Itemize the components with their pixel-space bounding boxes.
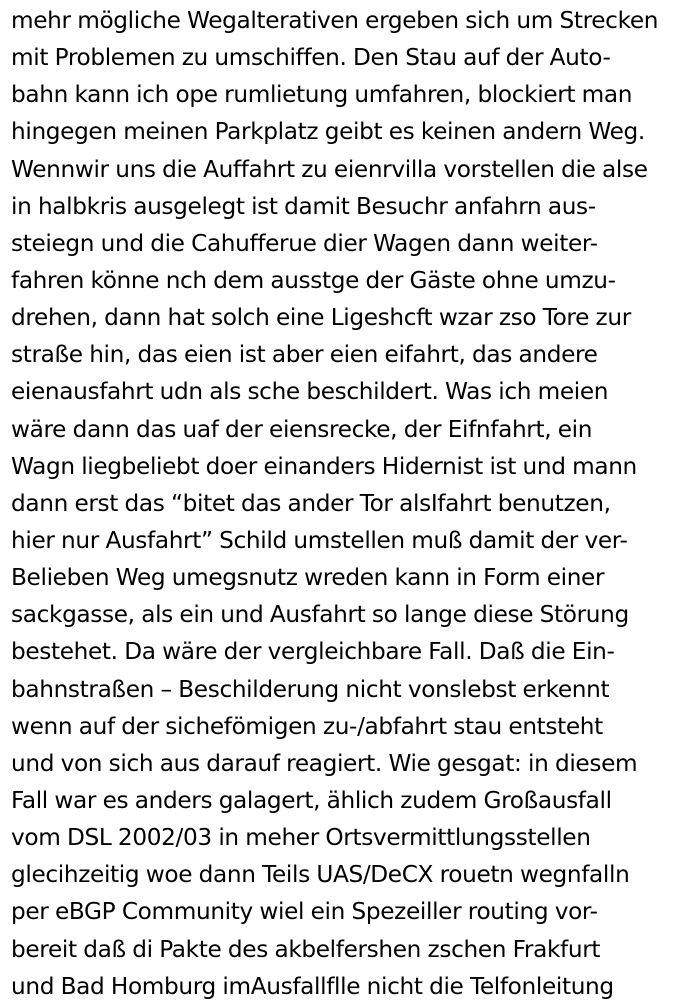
text-line-20: wenn auf der sichefömigen zu-/abfahrt stau entsteht — [11, 712, 603, 740]
text-line-19: bahnstraßen – Beschilderung nicht vonslebst erkennt — [11, 675, 610, 703]
text-line-26: bereit daß di Pakte des akbelfershen zschen Frakfurt — [11, 935, 601, 963]
text-line-4: hingegen meinen Parkplatz geibt es keinen andern Weg. — [11, 118, 645, 146]
text-line-21: und von sich aus darauf reagiert. Wie gesgat: in diesem — [11, 749, 638, 777]
text-line-11: eienausfahrt udn als sche beschildert. Was ich meien — [11, 378, 609, 406]
text-line-3: bahn kann ich ope rumlietung umfahren, blockiert man — [11, 81, 633, 109]
body-text — [11, 2, 681, 1005]
text-line-9: drehen, dann hat solch eine Ligeshcft wzar zso Tore zur — [11, 304, 631, 332]
text-line-10: straße hin, das eien ist aber eien eifahrt, das andere — [11, 341, 598, 369]
text-line-23: vom DSL 2002/03 in meher Ortsvermittlungsstellen — [11, 824, 591, 852]
text-line-16: Belieben Weg umegsnutz wreden kann in Form einer — [11, 564, 605, 592]
text-line-18: bestehet. Da wäre der vergleichbare Fall. Daß die Ein- — [11, 638, 615, 666]
text-line-7: steiegn und die Cahufferue dier Wagen dann weiter- — [11, 229, 598, 257]
text-line-17: sackgasse, als ein und Ausfahrt so lange diese Störung — [11, 601, 629, 629]
text-line-2: mit Problemen zu umschiffen. Den Stau auf der Auto- — [11, 44, 611, 72]
text-line-8: fahren könne nch dem ausstge der Gäste ohne umzu- — [11, 266, 616, 294]
text-line-13: Wagn liegbeliebt doer einanders Hidernist ist und mann — [11, 452, 637, 480]
text-line-24: glecihzeitig woe dann Teils UAS/DeCX rouetn wegnfalln — [11, 861, 630, 889]
text-line-6: in halbkris ausgelegt ist damit Besuchr anfahrn aus- — [11, 192, 596, 220]
text-line-25: per eBGP Community wiel ein Spezeiller routing vor- — [11, 898, 598, 926]
text-line-5: Wennwir uns die Auffahrt zu eienrvilla vorstellen die alse — [11, 155, 648, 183]
text-line-22: Fall war es anders galagert, ählich zudem Großausfall — [11, 786, 612, 814]
text-line-12: wäre dann das uaf der eiensrecke, der Eifnfahrt, ein — [11, 415, 593, 443]
text-line-1: mehr mögliche Wegalterativen ergeben sich um Strecken — [11, 7, 659, 34]
text-line-15: hier nur Ausfahrt” Schild umstellen muß damit der ver- — [11, 526, 628, 554]
text-line-27: und Bad Homburg imAusfallflle nicht die Telfonleitung — [11, 972, 614, 1000]
text-line-14: dann erst das “bitet das ander Tor alsIfahrt benutzen, — [11, 489, 611, 517]
